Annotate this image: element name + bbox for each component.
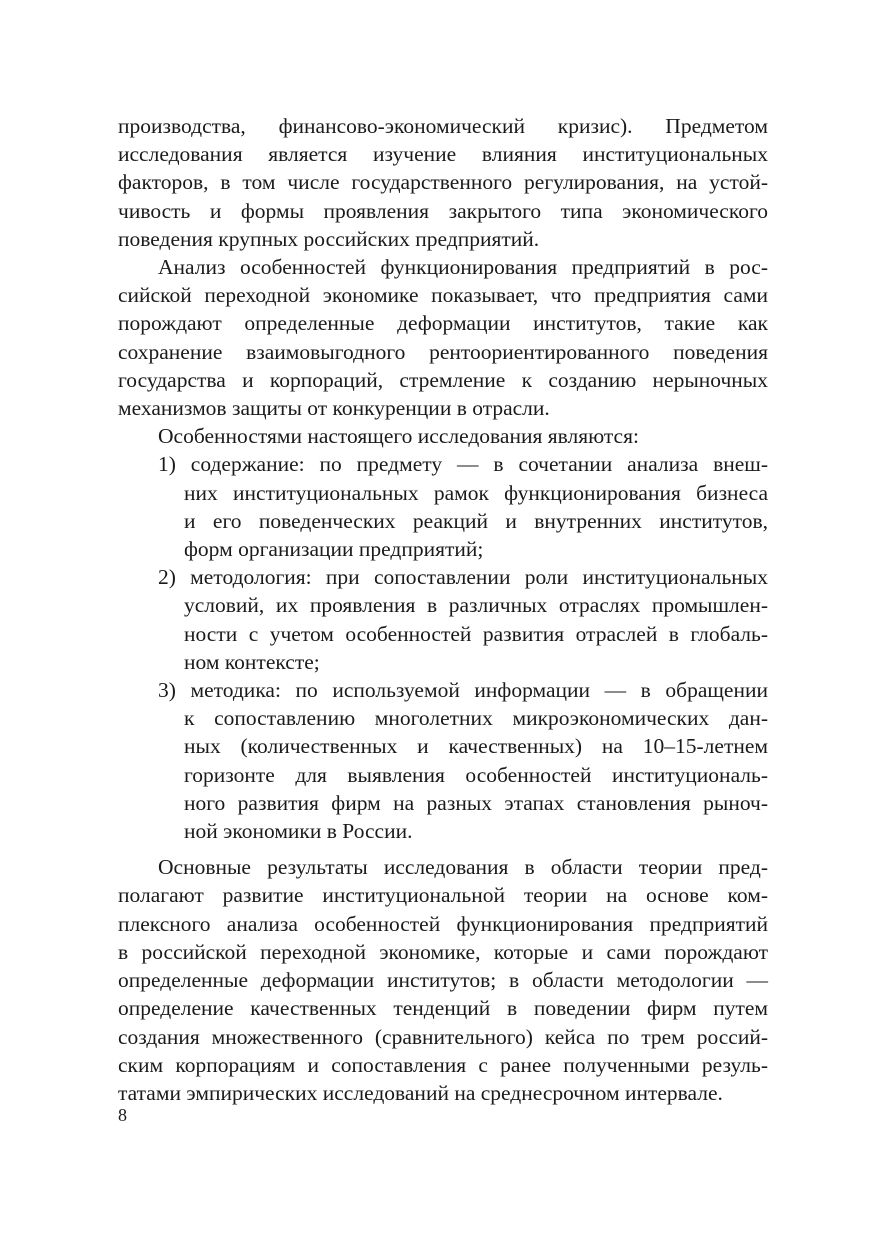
text-line: сийской переходной экономике показывает, что предприятия сами bbox=[118, 283, 768, 308]
text-line: чивость и формы проявления закрытого типа экономического bbox=[118, 198, 768, 223]
page-body bbox=[118, 112, 768, 1107]
text-line: ной экономики в России. bbox=[184, 819, 413, 844]
text-line: факторов, в том числе государственного регулирования, на устой- bbox=[118, 170, 768, 195]
text-line: поведения крупных российских предприятий. bbox=[118, 226, 540, 251]
text-line: плексного анализа особенностей функционирования предприятий bbox=[118, 911, 768, 936]
text-line: к сопоставлению многолетних микроэкономических дан- bbox=[184, 706, 768, 731]
text-line: татами эмпирических исследований на среднесрочном интервале. bbox=[118, 1080, 723, 1105]
text-line: ским корпорациям и сопоставления с ранее полученными резуль- bbox=[118, 1052, 768, 1077]
text-line: Анализ особенностей функционирования предприятий в рос- bbox=[158, 255, 768, 280]
text-line: ности с учетом особенностей развития отраслей в глобаль- bbox=[184, 621, 768, 646]
text-line: 2) методология: при сопоставлении роли институциональных bbox=[158, 565, 768, 590]
text-line: в российской переходной экономике, которые и сами порождают bbox=[118, 939, 768, 964]
text-line: механизмов защиты от конкуренции в отрасли. bbox=[118, 396, 550, 421]
paragraph-1 bbox=[118, 112, 768, 253]
text-line: определенные деформации институтов; в области методологии — bbox=[118, 968, 768, 993]
numbered-list bbox=[118, 450, 768, 845]
text-line: производства, финансово-экономический кризис). Предметом bbox=[118, 114, 768, 138]
text-line: ных (количественных и качественных) на 10–15-летнем bbox=[184, 734, 768, 759]
text-line: государства и корпораций, стремление к созданию нерыночных bbox=[118, 367, 768, 392]
text-line: горизонте для выявления особенностей институциональ- bbox=[184, 762, 768, 787]
text-line: Основные результаты исследования в области теории пред- bbox=[158, 855, 768, 880]
text-line: полагают развитие институциональной теории на основе ком- bbox=[118, 883, 768, 908]
text-line: и его поведенческих реакций и внутренних институтов, bbox=[184, 508, 768, 533]
text-line: ного развития фирм на разных этапах становления рыноч- bbox=[184, 790, 768, 815]
text-line: исследования является изучение влияния институциональных bbox=[118, 142, 768, 167]
text-line: 3) методика: по используемой информации — в обращении bbox=[158, 678, 768, 703]
paragraph-3 bbox=[118, 853, 768, 1107]
list-item bbox=[118, 676, 768, 845]
text-line: порождают определенные деформации институтов, такие как bbox=[118, 311, 768, 336]
list-item bbox=[118, 450, 768, 563]
text-line: создания множественного (сравнительного) кейса по трем россий- bbox=[118, 1024, 768, 1049]
text-line: 1) содержание: по предмету — в сочетании анализа внеш- bbox=[158, 452, 768, 477]
text-line: сохранение взаимовыгодного рентоориентированного поведения bbox=[118, 339, 768, 364]
text-line: форм организации предприятий; bbox=[184, 537, 484, 562]
text-line: них институциональных рамок функционирования бизнеса bbox=[184, 480, 768, 505]
text-line: условий, их проявления в различных отраслях промышлен- bbox=[184, 593, 768, 618]
list-intro: Особенностями настоящего исследования являются: bbox=[158, 424, 639, 449]
paragraph-2 bbox=[118, 253, 768, 422]
text-line: определение качественных тенденций в поведении фирм путем bbox=[118, 996, 768, 1021]
page-number: 8 bbox=[118, 1105, 127, 1125]
text-line: ном контексте; bbox=[184, 649, 320, 674]
list-item bbox=[118, 563, 768, 676]
